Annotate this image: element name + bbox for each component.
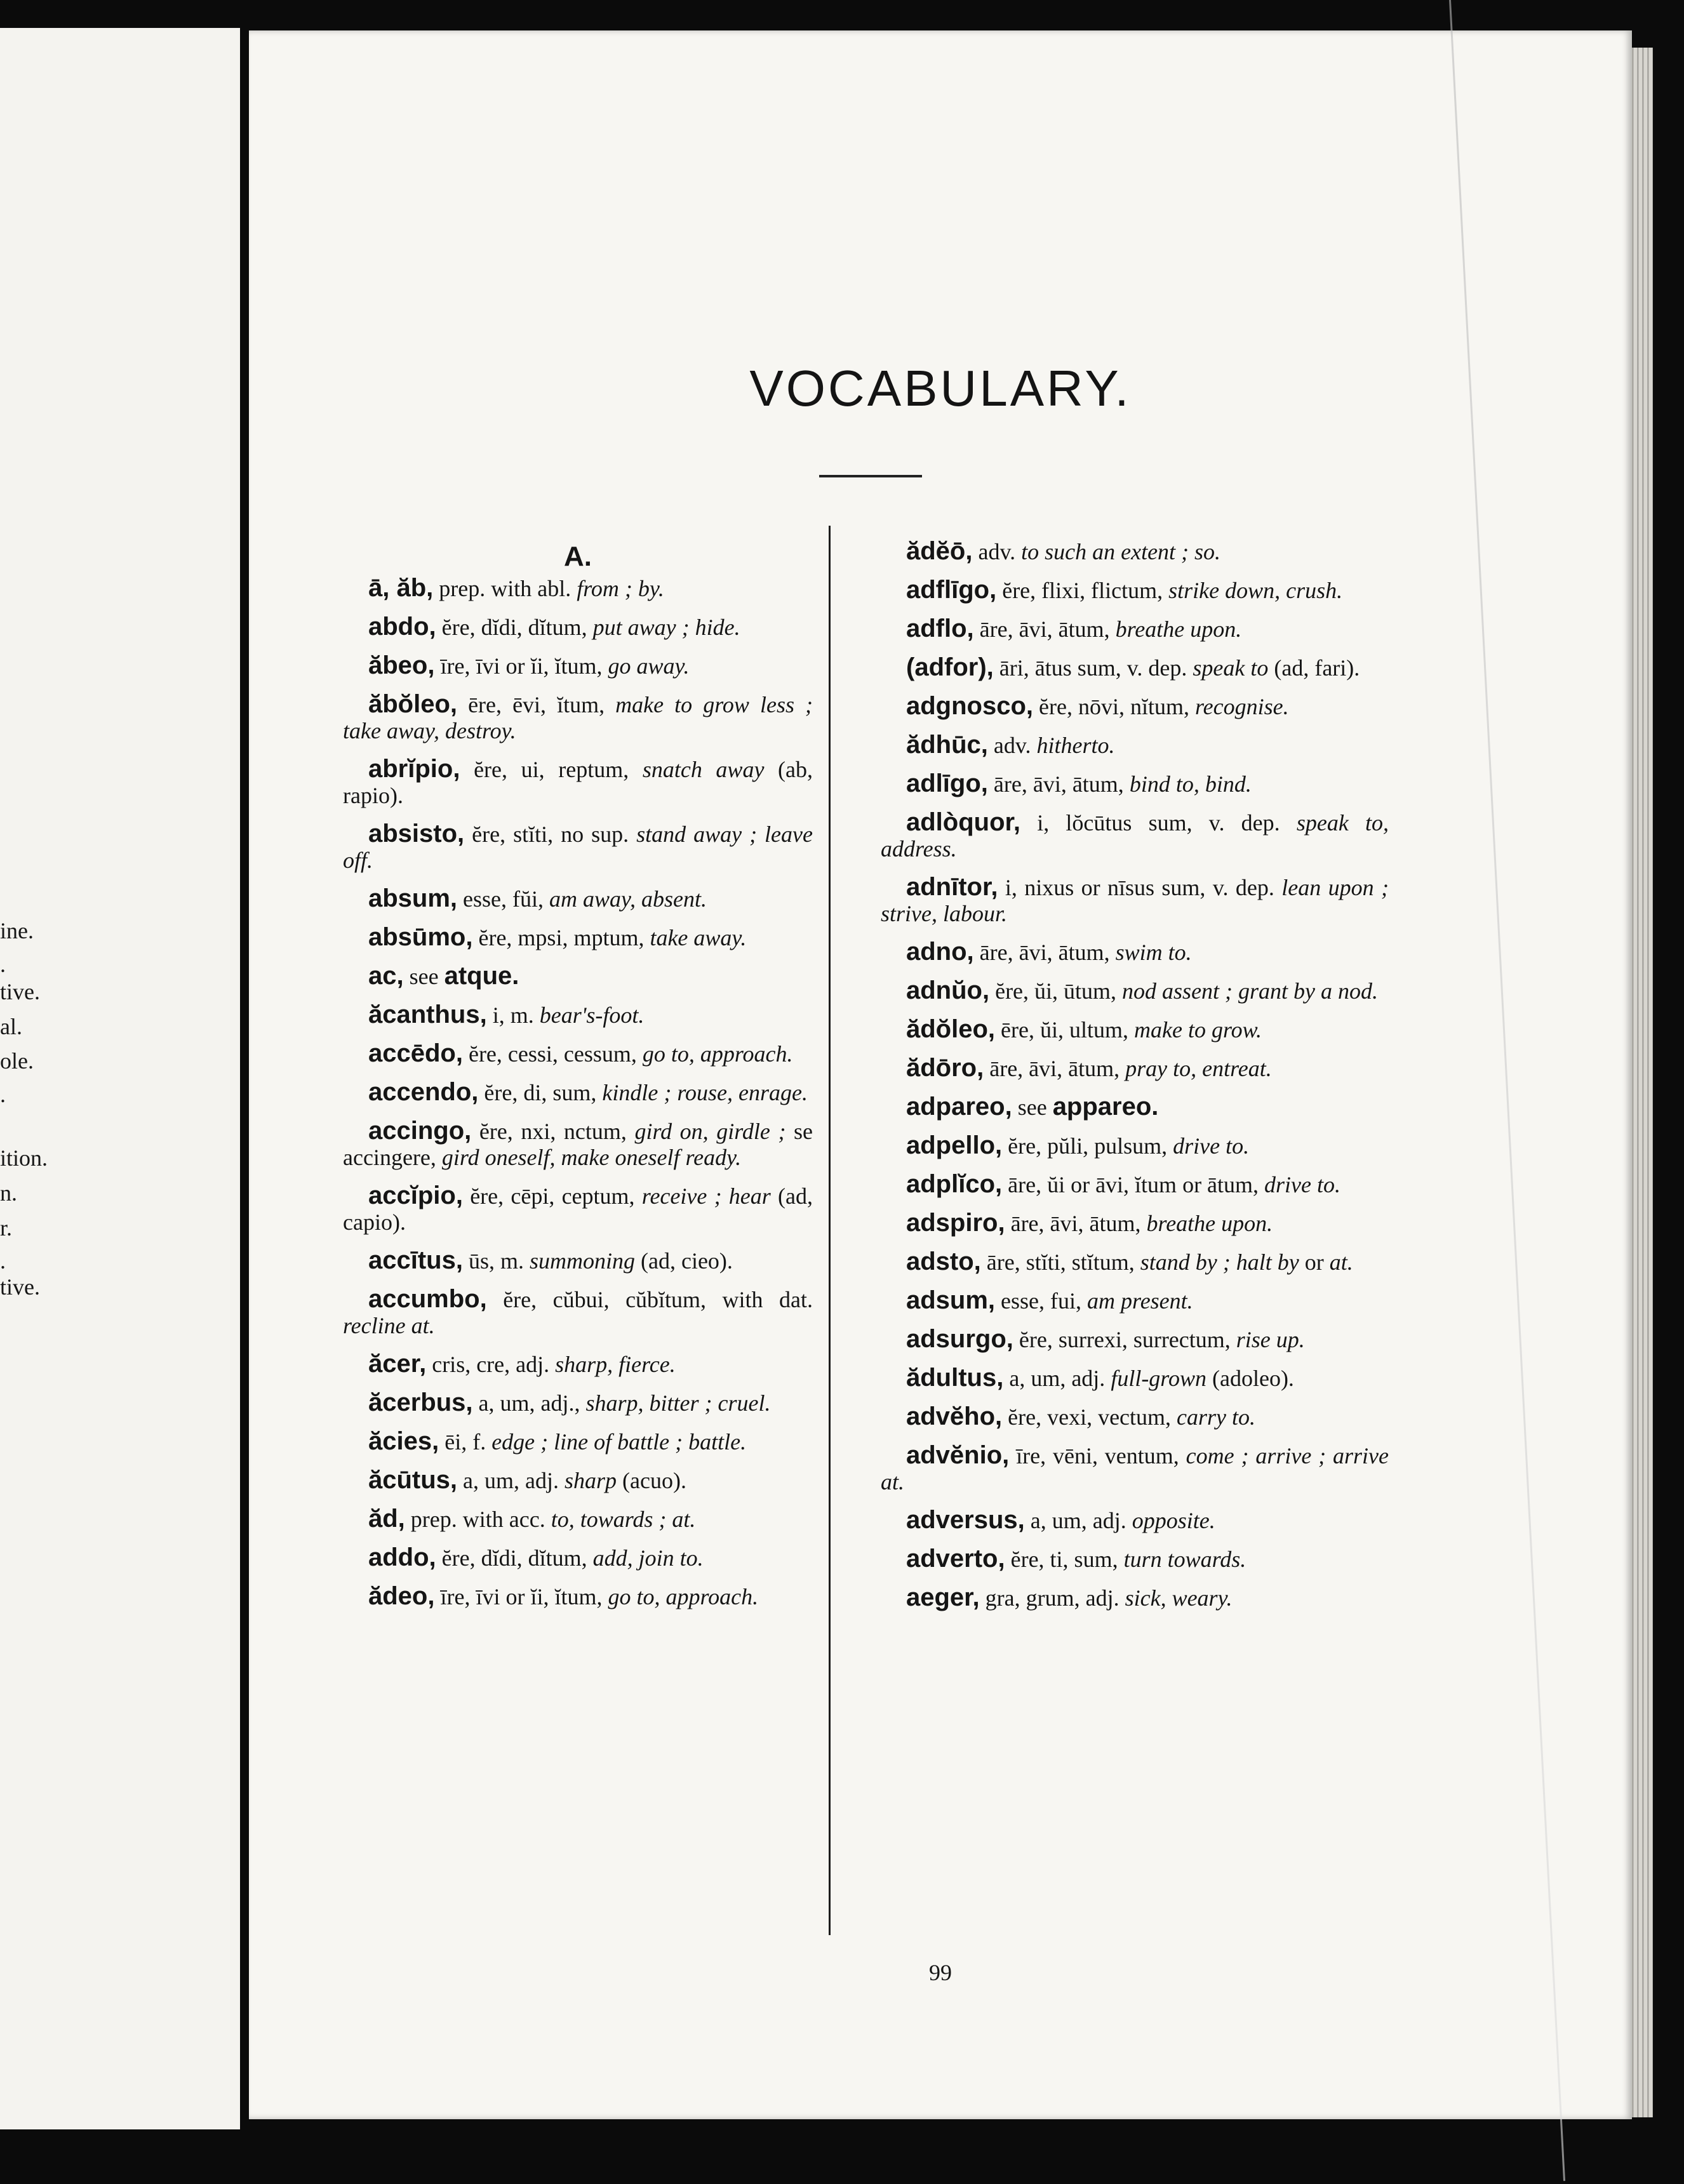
entry-headword: adspiro, [906,1209,1005,1237]
vocab-entry [881,1171,1389,1198]
entry-definition: speak to, address. [881,810,1389,862]
entry-grammar: a, um, adj. [457,1468,565,1493]
entry-headword: abdo, [368,613,436,641]
entry-headword: adgnosco, [906,692,1034,720]
entry-headword: ădĕō, [906,537,973,565]
entry-headword: accĭpio, [368,1182,463,1209]
entry-note: (ad, capio). [343,1183,813,1235]
left-page-fragment: tive. [0,1274,40,1300]
entry-grammar: a, um, adj. [1003,1366,1111,1391]
vocab-entry [343,1583,813,1610]
entry-grammar: ĕre, ŭi, ūtum, [989,978,1123,1004]
left-page-fragment: r. [0,1215,13,1241]
left-page-fragment: ition. [0,1145,48,1171]
vocab-entry [881,1507,1389,1534]
entry-headword: adpello, [906,1131,1003,1159]
entry-definition: sharp [565,1468,617,1493]
entry-grammar: āre, ŭi or āvi, ĭtum or ātum, [1002,1172,1265,1197]
vocab-entry [343,886,813,912]
entry-grammar: āre, āvi, ātum, [973,940,1116,965]
vocab-entry [881,1249,1389,1275]
vocab-entry [343,614,813,641]
entry-definition: stand away ; leave off. [343,822,813,873]
entry-headword: adversus, [906,1506,1025,1534]
entry-definition: go to, approach. [608,1584,759,1609]
vocab-entry [343,1248,813,1274]
entry-definition: swim to. [1115,940,1192,965]
entry-grammar: ĕre, ui, reptum, [460,757,643,782]
entry-definition: full-grown [1111,1366,1206,1391]
vocab-entry [343,575,813,602]
vocab-entry [343,691,813,744]
page-title: VOCABULARY. [749,360,1132,416]
entry-definition-2: at. [1329,1249,1353,1275]
entry-definition: bear's-foot. [539,1002,645,1028]
entry-headword: ăcer, [368,1350,427,1378]
entry-grammar: ĕre, di, sum, [478,1080,603,1105]
left-page-fragment: n. [0,1180,17,1206]
entry-definition: sharp, bitter ; cruel. [585,1390,771,1416]
entry-headword: adnŭo, [906,976,990,1004]
entry-definition: opposite. [1132,1508,1215,1533]
entry-definition: make to grow. [1133,1017,1262,1042]
entry-definition: recognise. [1194,694,1289,719]
entry-definition: sharp, fierce. [555,1352,676,1377]
vocab-entry [343,1467,813,1494]
entry-definition: hitherto. [1036,733,1115,758]
entry-definition: edge ; line of battle ; battle. [491,1429,747,1455]
entry-headword: accumbo, [368,1285,487,1313]
entry-headword: ā, ăb, [368,574,434,602]
entry-definition: bind to, bind. [1129,771,1252,797]
entry-headword: adflīgo, [906,576,997,604]
entry-grammar: cris, cre, adj. [426,1352,556,1377]
entry-definition: pray to, entreat. [1125,1056,1272,1081]
title-rule [819,475,922,477]
entry-grammar: esse, fŭi, [457,886,550,912]
entry-headword: ac, [368,962,404,990]
left-column [343,538,813,1622]
entry-grammar: a, um, adj. [1024,1508,1132,1533]
entry-note: (adoleo). [1206,1366,1294,1391]
entry-grammar: īre, īvi or ĭi, ĭtum, [434,1584,608,1609]
vocab-entry [881,655,1389,681]
entry-grammar: īre, īvi or ĭi, ĭtum, [434,653,608,679]
entry-grammar: āre, stĭti, stĭtum, [980,1249,1140,1275]
entry-grammar: adv. [972,539,1022,564]
entry-headword: adlòquor, [906,808,1020,836]
entry-definition: to, towards ; at. [551,1507,696,1532]
entry-headword: ădhūc, [906,731,988,759]
vocab-entry [343,963,813,990]
entry-definition: stand by ; halt by [1140,1249,1299,1275]
vocab-entry [343,1390,813,1416]
entry-headword: adflo, [906,615,974,643]
entry-grammar: ĕre, flixi, flictum, [996,578,1169,603]
entry-headword: ăcerbus, [368,1388,473,1416]
entry-headword: addo, [368,1543,436,1571]
vocab-entry [343,1428,813,1455]
vocab-entry [881,1055,1389,1082]
entry-definition: put away ; hide. [592,615,740,640]
vocab-entry [881,693,1389,720]
entry-definition: kindle ; rouse, enrage. [602,1080,808,1105]
entry-definition: from ; by. [577,576,664,601]
entry-definition: come ; arrive ; arrive at. [881,1443,1389,1495]
entry-note: (ad, fari). [1268,655,1360,681]
entry-definition: receive ; hear [641,1183,771,1209]
entry-headword: absūmo, [368,923,473,951]
entry-definition: summoning [529,1248,635,1274]
vocab-entry [881,538,1389,565]
right-page [249,30,1632,2119]
entry-grammar: īre, vēni, ventum, [1009,1443,1186,1468]
entry-grammar: i, nixus or nīsus sum, v. dep. [998,875,1282,900]
entry-headword: adplĭco, [906,1170,1003,1198]
entry-headword: ăcūtus, [368,1466,458,1494]
vocab-entry [881,1210,1389,1237]
left-page-fragment: ine. [0,918,34,943]
vocab-entry [343,1118,813,1171]
entry-grammar: ĕre, mpsi, mptum, [472,925,650,950]
entry-definition: breathe upon. [1146,1211,1273,1236]
entry-grammar: āri, ātus sum, v. dep. [993,655,1193,681]
entry-definition: drive to. [1264,1172,1341,1197]
vocab-entry [881,978,1389,1004]
entry-grammar: āre, āvi, ātum, [987,771,1130,797]
entry-grammar: ĕre, nōvi, nĭtum, [1033,694,1195,719]
left-page-fragment: . [0,952,6,977]
entry-headword: adverto, [906,1545,1005,1573]
entry-definition: rise up. [1236,1327,1305,1352]
entry-headword: accendo, [368,1078,479,1106]
entry-grammar: prep. with abl. [433,576,577,601]
entry-headword: ăcanthus, [368,1001,487,1029]
entry-definition: to such an extent ; so. [1021,539,1221,564]
entry-headword: abrĭpio, [368,755,460,783]
entry-grammar: adv. [987,733,1037,758]
page-number: 99 [929,1960,952,1985]
vocab-entry [343,1545,813,1571]
entry-grammar: ēi, f. [439,1429,492,1455]
entry-note: (ad, cieo). [635,1248,733,1274]
vocab-entry [881,577,1389,604]
entry-grammar: ĕre, nxi, nctum, [471,1119,635,1144]
entry-grammar: ĕre, dĭdi, dĭtum, [436,615,593,640]
vocab-entry [881,1094,1389,1121]
entry-headword: adlīgo, [906,769,988,797]
entry-grammar: ĕre, vexi, vectum, [1002,1404,1177,1430]
left-page-fragment: . [0,1248,6,1274]
vocab-entry [343,1002,813,1029]
entry-grammar: see [403,964,444,989]
left-page [0,28,240,2129]
entry-definition: turn towards. [1123,1547,1246,1572]
entry-headword: ădŏleo, [906,1015,996,1043]
entry-grammar: ūs, m. [462,1248,530,1274]
left-page-fragment: al. [0,1014,22,1039]
vocab-entry [881,1133,1389,1159]
column-divider [829,526,831,1935]
entry-headword: ăbeo, [368,651,435,679]
entry-grammar: esse, fui, [995,1288,1088,1314]
vocab-entry [881,874,1389,927]
entry-definition: nod assent ; grant by a nod. [1122,978,1379,1004]
entry-headword: ăd, [368,1505,405,1533]
entry-grammar: ĕre, pŭli, pulsum, [1002,1133,1173,1159]
entry-crossref: appareo. [1052,1093,1159,1121]
entry-grammar: ĕre, cessi, cessum, [462,1041,643,1067]
entry-definition: lean upon ; strive, labour. [881,875,1389,926]
entry-definition: am away, absent. [549,886,707,912]
entry-grammar: gra, grum, adj. [979,1585,1125,1611]
entry-headword: ădultus, [906,1364,1004,1392]
entry-headword: absum, [368,884,458,912]
entry-headword: absisto, [368,820,465,848]
entry-definition: snatch away [642,757,765,782]
left-page-fragment: ole. [0,1048,34,1074]
entry-headword: ăbŏleo, [368,690,458,718]
entry-grammar: ĕre, cēpi, ceptum, [462,1183,642,1209]
entry-headword: adnītor, [906,873,998,901]
vocab-entry [881,1585,1389,1611]
entry-grammar: see [1012,1095,1053,1120]
vocab-entry [881,809,1389,862]
entry-definition: recline at. [343,1313,435,1338]
entry-note: or [1299,1249,1330,1275]
vocab-entry [881,1326,1389,1353]
left-entries [343,575,813,1610]
vocab-entry [343,1041,813,1067]
entry-definition: speak to [1193,655,1269,681]
entry-headword: adsto, [906,1248,981,1275]
vocab-entry [343,653,813,679]
vocab-entry [343,1351,813,1378]
entry-definition: make to grow less ; take away, destroy. [343,692,813,743]
entry-definition: am present. [1087,1288,1193,1314]
vocab-entry [343,1183,813,1235]
entry-headword: advĕnio, [906,1441,1010,1469]
entry-headword: advĕho, [906,1402,1003,1430]
vocab-entry [343,1506,813,1533]
entry-definition: gird on, girdle ; [634,1119,786,1144]
entry-definition: sick, weary. [1125,1585,1233,1611]
section-letter: A. [564,541,592,572]
vocab-entry [881,1404,1389,1430]
entry-grammar: i, m. [486,1002,540,1028]
left-page-fragment: tive. [0,979,40,1004]
entry-definition: take away. [650,925,747,950]
entry-grammar: prep. with acc. [404,1507,551,1532]
vocab-entry [881,1365,1389,1392]
entry-definition: add, join to. [592,1545,704,1571]
entry-note: (acuo). [617,1468,686,1493]
vocab-entry [881,939,1389,966]
entry-headword: ăcies, [368,1427,439,1455]
entry-headword: adsum, [906,1286,996,1314]
vocab-entry [881,1546,1389,1573]
entry-grammar: āre, āvi, ātum, [984,1056,1126,1081]
vocab-entry [343,1079,813,1106]
entry-note: se accingere, [343,1119,813,1170]
entry-headword: adno, [906,938,974,966]
entry-headword: accingo, [368,1117,472,1145]
entry-grammar: i, lŏcūtus sum, v. dep. [1020,810,1297,836]
vocab-entry [343,756,813,809]
entry-definition: strike down, crush. [1168,578,1343,603]
entry-grammar: ĕre, stĭti, no sup. [464,822,637,847]
entry-grammar: ēre, ŭi, ultum, [995,1017,1134,1042]
entry-definition: go to, approach. [642,1041,793,1067]
right-column [881,538,1389,1623]
vocab-entry [881,732,1389,759]
entry-note: (ab, rapio). [343,757,813,808]
entry-grammar: ĕre, cŭbui, cŭbĭtum, with dat. [486,1287,813,1312]
entry-definition: carry to. [1177,1404,1256,1430]
vocab-entry [881,1442,1389,1495]
vocab-entry [343,1286,813,1339]
vocab-entry [343,924,813,951]
entry-grammar: ĕre, surrexi, surrectum, [1013,1327,1236,1352]
entry-headword: aeger, [906,1583,980,1611]
vocab-entry [881,771,1389,797]
entry-grammar: ēre, ēvi, ĭtum, [457,692,616,717]
entry-headword: ădeo, [368,1582,435,1610]
entry-definition: drive to. [1173,1133,1250,1159]
entry-headword: (adfor), [906,653,994,681]
vocab-entry [343,821,813,874]
vocab-entry [881,1288,1389,1314]
entry-grammar: āre, āvi, ātum, [1005,1211,1147,1236]
entry-grammar: ĕre, dĭdi, dĭtum, [436,1545,593,1571]
entry-grammar: ĕre, ti, sum, [1005,1547,1124,1572]
entry-definition: breathe upon. [1115,616,1242,642]
left-page-fragment: . [0,1082,6,1107]
entry-headword: adsurgo, [906,1325,1013,1353]
entry-headword: adpareo, [906,1093,1012,1121]
entry-headword: accītus, [368,1246,463,1274]
vocab-entry [881,616,1389,643]
entry-headword: accēdo, [368,1039,463,1067]
right-entries [881,538,1389,1611]
entry-grammar: a, um, adj., [472,1390,586,1416]
entry-definition: go away. [608,653,690,679]
entry-headword: ădōro, [906,1054,984,1082]
entry-definition-2: gird oneself, make oneself ready. [441,1145,742,1170]
entry-grammar: āre, āvi, ātum, [973,616,1116,642]
entry-crossref: atque. [444,962,519,990]
vocab-entry [881,1016,1389,1043]
